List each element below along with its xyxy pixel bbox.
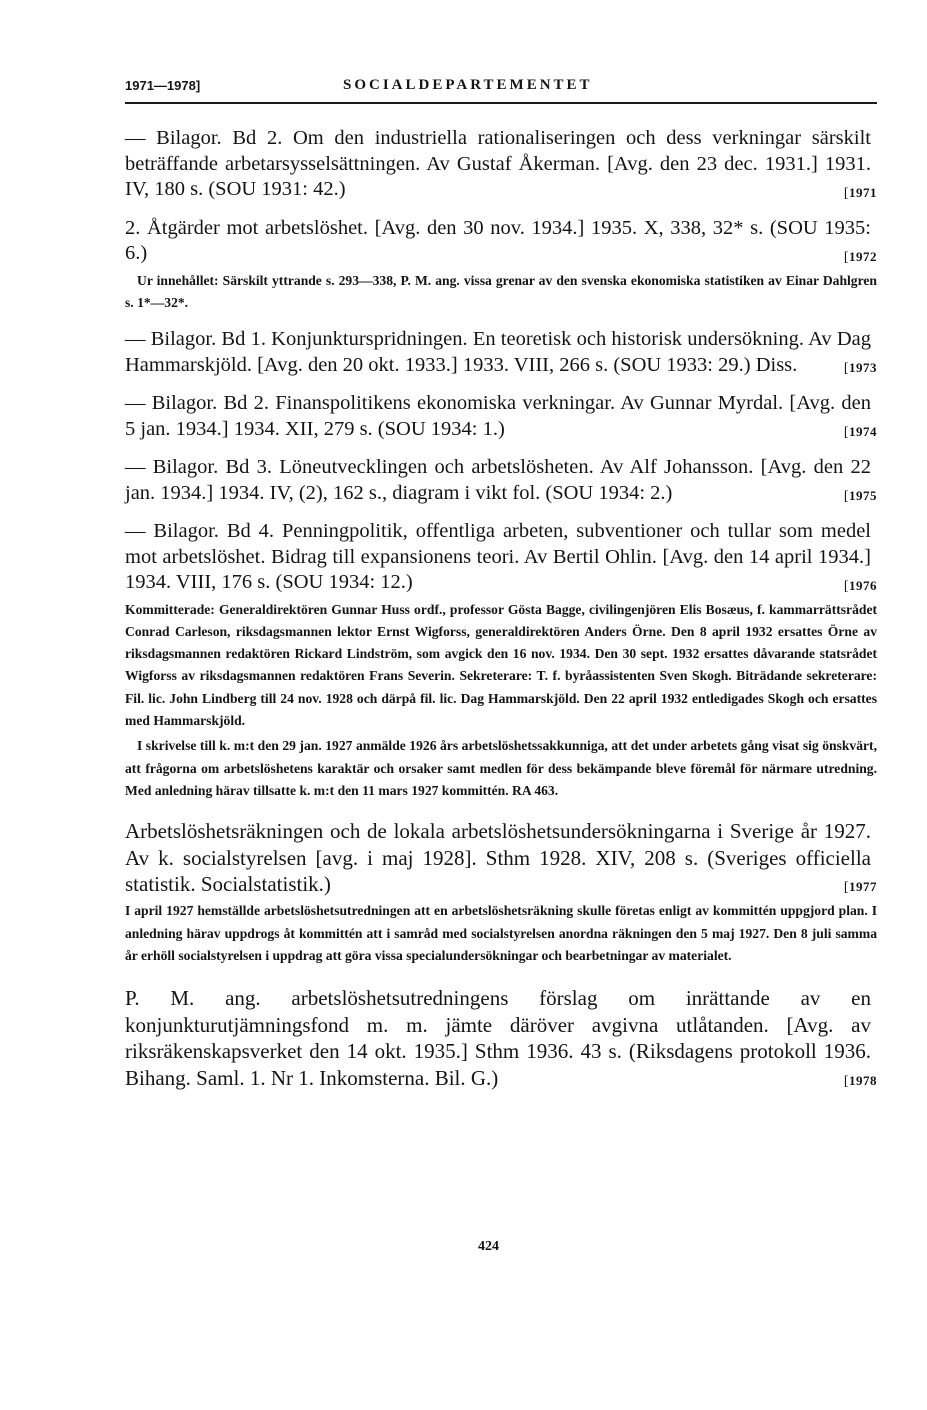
entry-note: Ur innehållet: Särskilt yttrande s. 293—338, P. M. ang. vissa grenar av den svenska ekonomiska statistiken av Einar Dahlgren s. 1*—32*. [125, 272, 877, 310]
entry-text: — Bilagor. Bd 2. Om den industriella rationaliseringen och dess verkningar särskilt beträffande arbetarsysselsättningen. Av Gustaf Åkerman. [Avg. den 23 dec. 1931.] 1931. IV, 180 s. (SOU 1931: 42.) [125, 127, 871, 200]
entry-note: I april 1927 hemställde arbetslöshetsutredningen att en arbetslöshetsräkning skulle företas enligt av kommittén uppgjord plan. I anledning härav uppdrogs åt kommittén att i samråd med socialstyrelsen anordna räkningen den 5 maj 1927. Den 8 juli samma år erhöll socialstyrelsen i uppdrag att göra vissa specialundersökningar och bearbetningar av materialet. [125, 903, 877, 964]
committee-note: Kommitterade: Generaldirektören Gunnar Huss ordf., professor Gösta Bagge, civilingenjören Elis Bosæus, f. kammarrättsrådet Conrad Carleson, riksdagsmannen lektor Ernst Wigforss, generaldirektören Anders Örne. Den 8 april 1932 ersattes Örne av riksdagsmannen redaktören Rickard Lindström, som avgick den 16 nov. 1934. Den 30 sept. 1932 ersattes dåvarande statsrådet Wigforss av riksdagsmannen redaktören Frans Severin. Sekreterare: T. f. byråassistenten Sven Skogh. Biträdande sekreterare: Fil. lic. John Lindberg till 24 nov. 1928 och därpå fil. lic. Dag Hammarskjöld. Den 22 april 1932 entledigades Skogh och ersattes med Hammarskjöld. [125, 601, 877, 729]
entry-text: Arbetslöshetsräkningen och de lokala arbetslöshetsundersökningarna i Sverige år 1927. Av k. socialstyrelsen [avg. i maj 1928]. Sthm 1928. XIV, 208 s. (Sveriges officiella statistik. Socialstatistik.) [125, 819, 871, 897]
entry-text: P. M. ang. arbetslöshetsutredningens förslag om inrättande av en konjunkturutjämningsfond m. m. jämte däröver avgivna utlåtanden. [Avg. av riksräkenskapsverket den 14 okt. 1935.] Sthm 1936. 43 s. (Riksdagens protokoll 1936. Bihang. Saml. 1. Nr 1. Inkomsterna. Bil. G.) [125, 986, 871, 1090]
entry-text: — Bilagor. Bd 3. Löneutvecklingen och arbetslösheten. Av Alf Johansson. [Avg. den 22 jan. 1934.] 1934. IV, (2), 162 s., diagram i vikt fol. (SOU 1934: 2.) [125, 456, 871, 504]
entry-number: [1975 [843, 488, 877, 505]
entry-number: [1972 [843, 248, 877, 265]
entry-number: [1977 [843, 879, 877, 896]
entry-1975 [125, 455, 877, 506]
entry-number: [1971 [843, 184, 877, 201]
entry-1976 [125, 519, 877, 802]
entry-1973 [125, 327, 877, 378]
background-note: I skrivelse till k. m:t den 29 jan. 1927 anmälde 1926 års arbetslöshetssakkunniga, att det under arbetets gång visat sig önskvärt, att frågorna om arbetslöshetens karaktär och orsaker samt medlen för dess bekämpande bleve föremål för närmare utredning. Med anledning härav tillsatte k. m:t den 11 mars 1927 kommittén. RA 463. [125, 738, 877, 798]
entry-number: [1973 [843, 360, 877, 377]
header-title: SOCIALDEPARTEMENTET [343, 77, 593, 93]
entry-text: 2. Åtgärder mot arbetslöshet. [Avg. den 30 nov. 1934.] 1935. X, 338, 32* s. (SOU 1935: 6.) [125, 216, 871, 264]
entry-text: — Bilagor. Bd 2. Finanspolitikens ekonomiska verkningar. Av Gunnar Myrdal. [Avg. den 5 jan. 1934.] 1934. XII, 279 s. (SOU 1934: 1.) [125, 392, 871, 440]
entry-number: [1974 [843, 424, 877, 441]
entry-1972 [125, 216, 877, 315]
entries-list [125, 126, 877, 1104]
running-header [125, 74, 877, 104]
entry-1977 [125, 818, 877, 967]
entry-1971 [125, 126, 877, 203]
entry-1978 [125, 985, 877, 1091]
entry-number: [1976 [843, 577, 877, 594]
entry-text: — Bilagor. Bd 1. Konjunkturspridningen. En teoretisk och historisk undersökning. Av Dag Hammarskjöld. [Avg. den 20 okt. 1933.] 1933. VIII, 266 s. (SOU 1933: 29.) Diss. [125, 328, 871, 376]
entry-number: [1978 [843, 1073, 877, 1089]
header-entry-range: 1971—1978] [125, 78, 201, 93]
entry-1974 [125, 391, 877, 442]
page-number: 424 [478, 1239, 499, 1254]
entry-text: — Bilagor. Bd 4. Penningpolitik, offentliga arbeten, subventioner och tullar som medel mot arbetslöshet. Bidrag till expansionens teori. Av Bertil Ohlin. [Avg. den 14 april 1934.] 1934. VIII, 176 s. (SOU 1934: 12.) [125, 520, 871, 594]
